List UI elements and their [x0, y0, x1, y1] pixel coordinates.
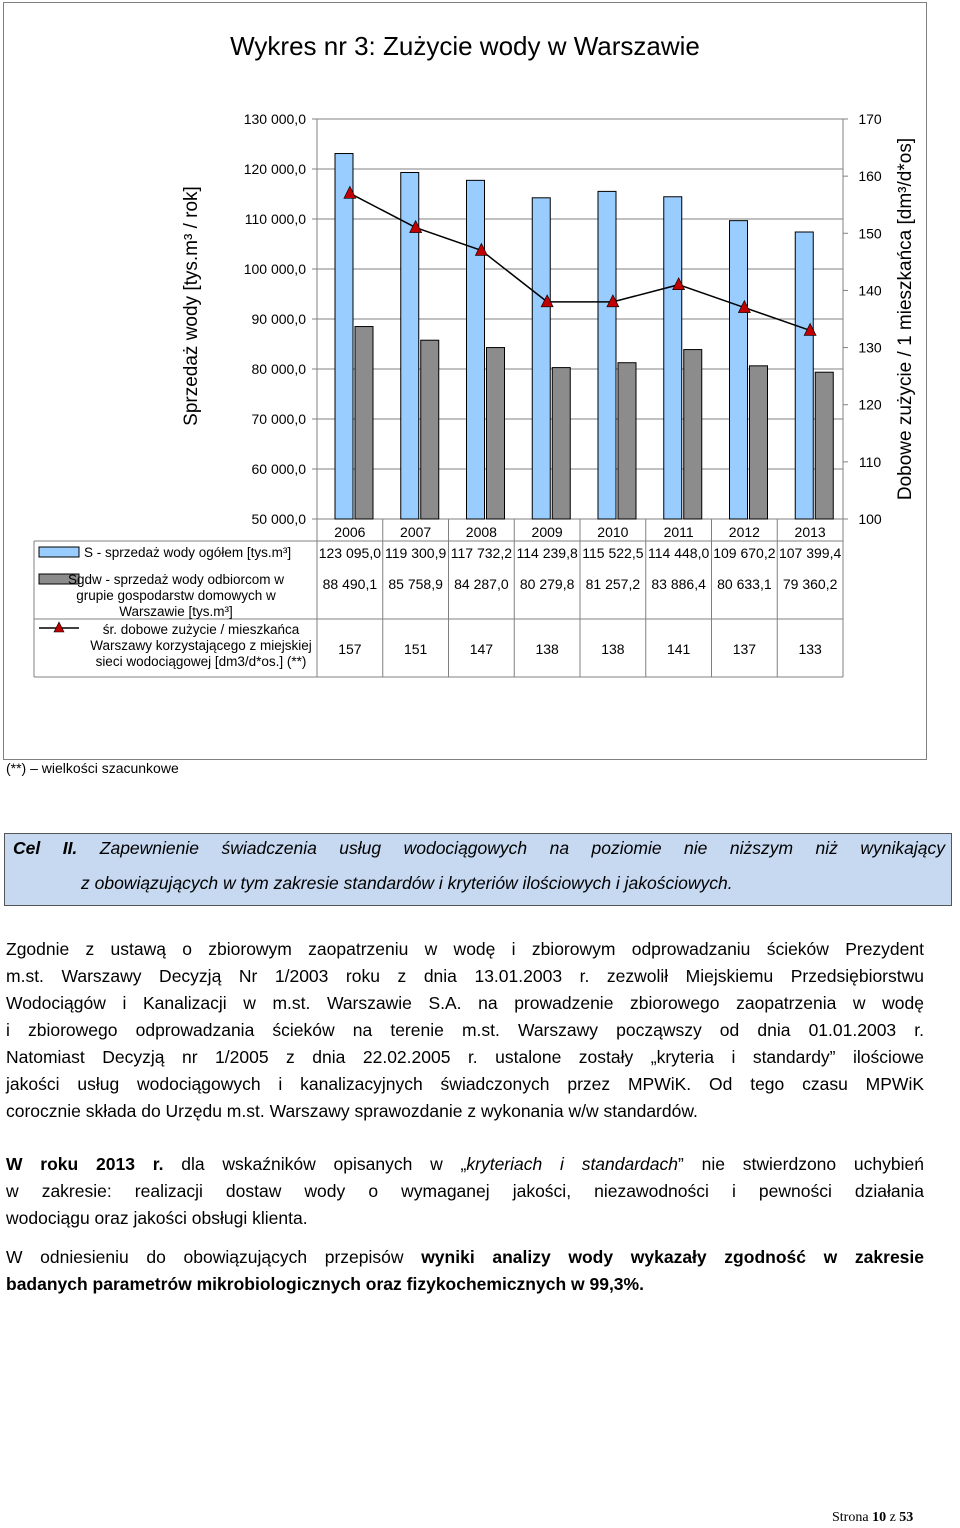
legend-label-households: Sgdw - sprzedaż wody odbiorcom w [67, 572, 285, 587]
y-tick-label: 130 000,0 [243, 111, 306, 127]
legend-label-per-capita: Warszawy korzystającego z miejskiej [90, 638, 312, 653]
y-tick-label: 120 000,0 [243, 161, 306, 177]
paragraph-decision [6, 936, 924, 1125]
table-value-households: 83 886,4 [651, 576, 706, 592]
y2-tick-label: 160 [858, 168, 882, 185]
bar-total [467, 180, 485, 519]
table-value-total: 117 732,2 [450, 545, 512, 561]
paragraph-analysis [6, 1244, 924, 1298]
legend-key-total [39, 547, 79, 557]
y-tick-label: 50 000,0 [251, 511, 306, 527]
y2-tick-label: 170 [858, 111, 882, 127]
bar-total [795, 232, 813, 519]
bar-households [487, 348, 505, 519]
y-tick-label: 110 000,0 [244, 211, 306, 227]
y2-tick-label: 150 [858, 225, 882, 242]
para1-line: Zgodnie z ustawą o zbiorowym zaopatrzeniu w wodę i zbiorowym odprowadzaniu ścieków Prezydent [6, 939, 924, 959]
bar-total [335, 154, 353, 519]
table-value-total: 114 448,0 [648, 545, 710, 561]
table-value-households: 79 360,2 [782, 576, 838, 592]
category-label: 2008 [465, 524, 497, 540]
para2-line-1 [6, 1151, 924, 1178]
bar-households [684, 350, 702, 519]
para3-text: W odniesieniu do obowiązujących przepisów [6, 1247, 422, 1267]
table-value-households: 80 633,1 [717, 576, 772, 592]
para1-line: m.st. Warszawy Decyzją Nr 1/2003 roku z dnia 13.01.2003 r. zezwolił Miejskiemu Przedsiębiorstwu [6, 966, 924, 986]
table-value-total: 107 399,4 [778, 545, 842, 561]
category-label: 2009 [531, 524, 563, 540]
y2-tick-label: 120 [858, 396, 882, 413]
table-value-per-capita: 141 [666, 641, 691, 657]
para3-bold: wyniki analizy wody wykazały zgodność w zakresie [421, 1247, 925, 1267]
para3-line-1 [6, 1244, 924, 1271]
chart-title: Wykres nr 3: Zużycie wody w Warszawie [230, 31, 700, 61]
chart-frame [3, 2, 927, 760]
table-value-households: 80 279,8 [519, 576, 575, 592]
para1-line: i zbiorowego odprowadzania ścieków na terenie m.st. Warszawy począwszy od dnia 01.01.2003 r. [6, 1020, 924, 1040]
page-number [832, 1510, 913, 1526]
goal-line-2: z obowiązujących w tym zakresie standardów i kryteriów ilościowych i jakościowych. [81, 873, 733, 893]
page-total: 53 [899, 1510, 914, 1525]
legend-label-households: grupie gospodarstw domowych w [76, 588, 276, 603]
y2-tick-label: 110 [858, 453, 882, 470]
bar-households [618, 363, 636, 519]
legend-key-marker [54, 622, 64, 632]
y-tick-label: 80 000,0 [251, 361, 306, 377]
water-usage-chart [4, 3, 926, 759]
table-value-per-capita: 151 [403, 641, 428, 657]
legend-label-households: Warszawie [tys.m³] [119, 604, 233, 619]
legend-label-per-capita: sieci wodociągowej [dm3/d*os.] (**) [95, 654, 307, 669]
category-label: 2011 [663, 524, 694, 540]
category-label: 2010 [597, 524, 629, 540]
y-axis-title: Sprzedaż wody [tys.m³ / rok] [181, 186, 202, 426]
y2-tick-label: 140 [858, 282, 882, 299]
bar-total [730, 221, 748, 519]
legend-label-per-capita: śr. dobowe zużycie / mieszkańca [102, 622, 300, 637]
category-label: 2012 [728, 524, 760, 540]
para1-line: Natomiast Decyzją nr 1/2005 z dnia 22.02.2005 r. ustalone zostały „kryteria i standardy” ilościowe [6, 1047, 924, 1067]
y2-tick-label: 100 [858, 511, 882, 527]
para1-line: corocznie składa do Urzędu m.st. Warszawy sprawozdanie z wykonania w/w standardów. [6, 1101, 698, 1121]
bar-total [532, 198, 550, 519]
table-value-total: 123 095,0 [318, 545, 382, 561]
legend-label-total: S - sprzedaż wody ogółem [tys.m³] [84, 545, 292, 560]
y-tick-label: 90 000,0 [251, 311, 306, 327]
table-value-total: 115 522,5 [582, 545, 644, 561]
page-current: 10 [872, 1510, 887, 1525]
category-label: 2007 [400, 524, 432, 540]
para2-bold: W roku 2013 r. [6, 1154, 164, 1174]
table-value-per-capita: 138 [535, 641, 559, 657]
y2-tick-label: 130 [858, 339, 882, 356]
bar-total [598, 191, 616, 519]
goal-box [4, 833, 952, 906]
table-value-households: 88 490,1 [322, 576, 378, 592]
table-value-per-capita: 138 [601, 641, 625, 657]
page-sep: z [886, 1510, 900, 1525]
table-value-households: 84 287,0 [454, 576, 509, 592]
table-value-total: 109 670,2 [713, 545, 776, 561]
table-value-per-capita: 137 [732, 641, 757, 657]
table-value-per-capita: 133 [798, 641, 822, 657]
para1-line: Wodociągów i Kanalizacji w m.st. Warszawie S.A. na prowadzenie zbiorowego zaopatrzenia w wodę [6, 993, 924, 1013]
bar-households [355, 327, 373, 519]
para2-line-2: w zakresie: realizacji dostaw wody o wymaganej jakości, niezawodności i pewności działania [6, 1181, 924, 1201]
page-prefix: Strona [832, 1510, 873, 1525]
category-label: 2006 [334, 524, 366, 540]
category-label: 2013 [794, 524, 826, 540]
goal-label: Cel II. [13, 838, 78, 858]
bar-households [750, 366, 768, 519]
y-tick-label: 70 000,0 [251, 411, 306, 427]
table-value-per-capita: 147 [469, 641, 494, 657]
para2-italic: kryteriach i standardach [466, 1154, 679, 1174]
table-value-total: 114 239,8 [516, 545, 578, 561]
table-value-households: 85 758,9 [388, 576, 443, 592]
table-value-total: 119 300,9 [385, 545, 447, 561]
bar-households [815, 372, 833, 519]
para2-text: ” nie stwierdzono uchybień [678, 1154, 924, 1174]
bar-households [421, 340, 439, 519]
para3-bold: badanych parametrów mikrobiologicznych oraz fizykochemicznych w 99,3%. [6, 1274, 644, 1294]
y2-axis-title: Dobowe zużycie / 1 mieszkańca [dm³/d*os] [895, 137, 916, 501]
para2-line-3: wodociągu oraz jakości obsługi klienta. [6, 1208, 308, 1228]
bar-households [552, 368, 570, 519]
goal-text-1: Zapewnienie świadczenia usług wodociągowych na poziomie nie niższym niż wynikający [99, 838, 945, 858]
y-tick-label: 60 000,0 [251, 461, 306, 477]
table-value-households: 81 257,2 [585, 576, 641, 592]
para3-line-2 [6, 1271, 924, 1298]
goal-line-1 [13, 838, 945, 859]
footnote: (**) – wielkości szacunkowe [6, 760, 179, 776]
para1-line: jakości usług wodociągowych i kanalizacyjnych świadczonych przez MPWiK. Od tego czasu MPWiK [6, 1074, 924, 1094]
table-value-per-capita: 157 [338, 641, 362, 657]
bar-total [664, 197, 682, 519]
y-tick-label: 100 000,0 [243, 261, 306, 277]
para2-text: dla wskaźników opisanych w „ [181, 1154, 467, 1174]
paragraph-2013 [6, 1151, 924, 1232]
